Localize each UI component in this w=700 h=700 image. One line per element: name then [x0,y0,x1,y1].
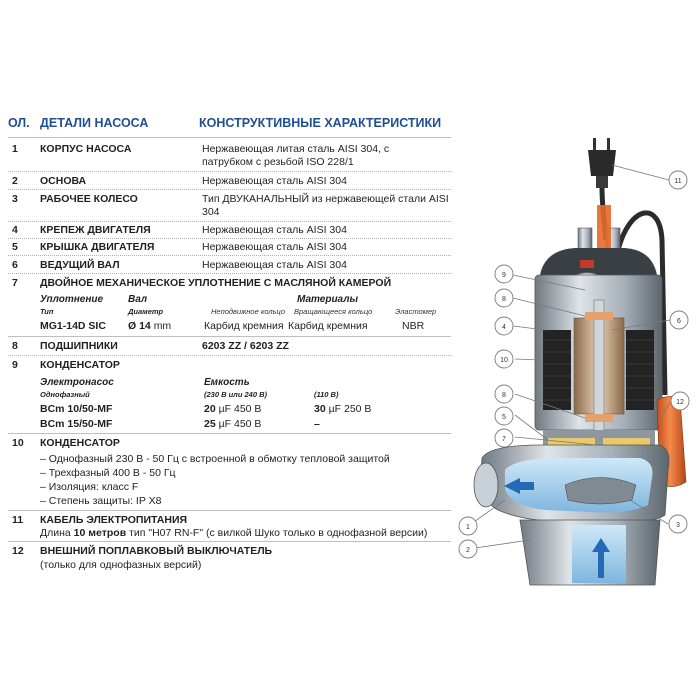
elastomer-subheader: Эластомер [395,307,437,316]
header-characteristics: КОНСТРУКТИВНЫЕ ХАРАКТЕРИСТИКИ [199,116,442,130]
callout-label: 7 [502,436,506,443]
row-number: 10 [12,437,24,449]
part-name: ВНЕШНИЙ ПОПЛАВКОВЫЙ ВЫКЛЮЧАТЕЛЬ [40,545,273,557]
model-name: BCm 15/50-MF [40,418,113,430]
schuko-plug-icon [588,138,616,188]
motor-spec-line: – Однофазный 230 В - 50 Гц с встроенной в обмотку тепловой защитой [40,453,390,465]
part-name: КАБЕЛЬ ЭЛЕКТРОПИТАНИЯ [40,514,188,526]
callout-label: 9 [502,272,506,279]
fixed-ring-subheader: Неподвижное кольцо [211,307,286,316]
row-number: 7 [12,277,18,289]
row-number: 5 [12,241,18,253]
row-number: 8 [12,340,18,352]
capacity-230: 20 µF 450 В [204,403,262,415]
voltage-110-subheader: (110 В) [314,390,339,399]
part-name: КОНДЕНСАТОР [40,359,120,371]
callout-label: 8 [502,392,506,399]
part-description: Нержавеющая литая сталь AISI 304, с патрубком с резьбой ISO 228/1 [202,143,390,168]
row-number: 4 [12,224,18,236]
row-number: 2 [12,175,18,187]
part-description: Нержавеющая сталь AISI 304 [202,175,347,187]
part-description: Нержавеющая сталь AISI 304 [202,224,347,236]
header-pump-parts: ДЕТАЛИ НАСОСА [40,116,149,130]
bearings-value: 6203 ZZ / 6203 ZZ [202,340,289,352]
rotating-ring-material: Карбид кремния [288,320,368,332]
seal-header: Уплотнение [40,294,104,305]
motor-cover [540,248,657,275]
divider [8,171,451,172]
callout-label: 6 [677,318,681,325]
part-name: ПОДШИПНИКИ [40,340,118,352]
impeller [565,478,636,505]
part-name: КОРПУС НАСОСА [40,143,132,155]
callout-label: 8 [502,296,506,303]
voltage-230-subheader: (230 В или 240 В) [204,390,268,399]
callout-label: 12 [676,399,684,406]
callout-label: 1 [466,524,470,531]
divider [8,541,451,542]
part-name: РАБОЧЕЕ КОЛЕСО [40,193,138,205]
divider [8,221,451,222]
diameter-subheader: Диаметр [128,307,164,316]
inlet-flange [474,463,498,507]
shaft-header: Вал [128,294,148,305]
capacity-110: – [314,418,320,430]
part-name: КОНДЕНСАТОР [40,437,120,449]
header-item-number: ОЛ. [8,116,30,130]
float-switch-note: (только для однофазных версий) [40,559,202,571]
capacity-110: 30 µF 250 В [314,403,372,415]
divider [8,355,451,356]
rotating-ring-subheader: Вращающееся кольцо [294,307,373,316]
row-number: 3 [12,193,18,205]
row-number: 9 [12,359,18,371]
capacity-230: 25 µF 450 В [204,418,262,430]
part-name: КРЫШКА ДВИГАТЕЛЯ [40,241,155,253]
part-name: КРЕПЕЖ ДВИГАТЕЛЯ [40,224,151,236]
callout-label: 10 [500,357,508,364]
part-description: Нержавеющая сталь AISI 304 [202,259,347,271]
divider [8,510,451,511]
type-subheader: Тип [40,307,54,316]
divider [8,433,451,434]
cable-description: Длина 10 метров тип "H07 RN-F" (с вилкой Шуко только в однофазной версии) [40,527,428,539]
model-name: BCm 10/50-MF [40,403,113,415]
motor-spec-line: – Трехфазный 400 В - 50 Гц [40,467,176,479]
shaft-diameter: Ø 14 mm [128,320,172,332]
fixed-ring-material: Карбид кремния [204,320,284,332]
callout-label: 3 [676,522,680,529]
callout-label: 11 [674,178,682,185]
materials-header: Материалы [297,294,358,305]
phase-subheader: Однофазный [40,390,90,399]
part-name: ОСНОВА [40,175,87,187]
callout-label: 2 [466,547,470,554]
part-description: Нержавеющая сталь AISI 304 [202,241,347,253]
capacity-header: Емкость [204,377,250,388]
row-number: 1 [12,143,18,155]
divider [8,273,451,274]
callout-label: 5 [502,414,506,421]
divider [8,238,451,239]
part-name: ВЕДУЩИЙ ВАЛ [40,259,120,271]
divider [8,189,451,190]
divider [8,336,451,337]
divider [8,255,451,256]
divider [8,137,451,138]
pump-cutaway-illustration [455,130,700,590]
pump-header: Электронасос [40,377,114,388]
callout-label: 4 [502,324,506,331]
row-number: 11 [12,514,24,526]
elastomer-material: NBR [402,320,425,332]
row-number: 12 [12,545,24,557]
motor-spec-line: – Изоляция: класс F [40,481,139,493]
part-name: ДВОЙНОЕ МЕХАНИЧЕСКОЕ УПЛОТНЕНИЕ С МАСЛЯНОЙ КАМЕРОЙ [40,277,392,289]
motor-spec-line: – Степень защиты: IP X8 [40,495,162,507]
part-description: Тип ДВУКАНАЛЬНЫЙ из нержавеющей стали AISI 304 [202,193,449,218]
row-number: 6 [12,259,18,271]
seal-type: MG1-14D SIC [40,320,106,332]
